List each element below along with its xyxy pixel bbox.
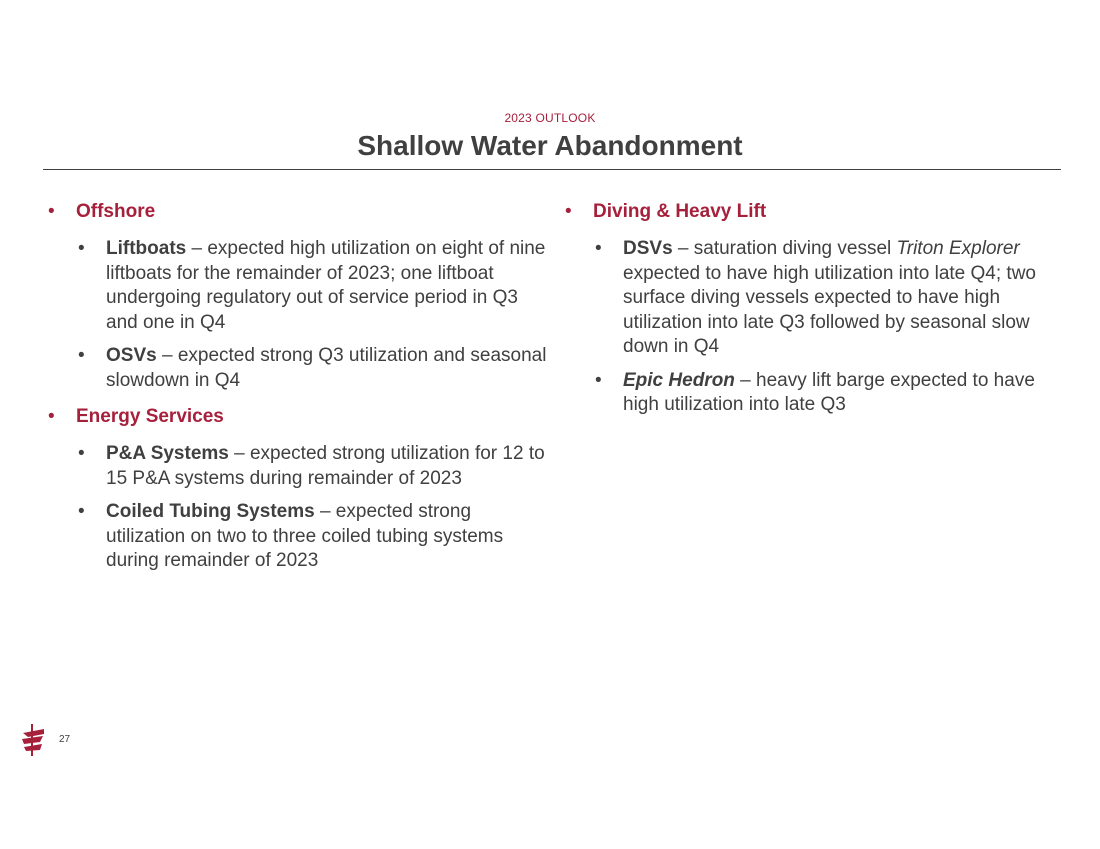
item-text: – expected high utilization on eight of nine liftboats for the remainder of 2023; one liftboat undergoing regulatory out of service period in Q3 and one in Q4 xyxy=(106,238,546,333)
item-label: P&A Systems xyxy=(106,443,229,464)
list-item-dsvs xyxy=(595,237,1065,360)
title-divider xyxy=(43,169,1061,170)
item-label: Liftboats xyxy=(106,238,187,259)
item-text: – saturation diving vessel xyxy=(672,238,897,259)
item-label: Epic Hedron xyxy=(623,369,735,391)
list-item-liftboats xyxy=(78,237,548,335)
section-diving-heavy-lift xyxy=(565,200,1065,224)
item-text: – expected strong Q3 utilization and seasonal slowdown in Q4 xyxy=(106,345,547,391)
item-label: OSVs xyxy=(106,345,157,366)
item-label: Coiled Tubing Systems xyxy=(106,501,315,522)
list-item-pa-systems xyxy=(78,442,548,491)
bullet-icon: • xyxy=(78,443,85,464)
list-item-osvs xyxy=(78,344,548,393)
bullet-icon: • xyxy=(565,201,572,222)
bullet-icon: • xyxy=(78,345,85,366)
item-text: – expected strong utilization for 12 to 15 P&A systems during remainder of 2023 xyxy=(106,443,545,489)
section-energy-services xyxy=(48,405,548,429)
page-title: Shallow Water Abandonment xyxy=(357,130,743,161)
item-text: – expected strong utilization on two to three coiled tubing systems during remainder of 2023 xyxy=(106,501,504,571)
company-logo-icon xyxy=(20,724,46,756)
list-item-epic-hedron xyxy=(595,369,1065,418)
section-heading: Diving & Heavy Lift xyxy=(593,201,767,222)
bullet-icon: • xyxy=(78,501,85,522)
vessel-name: Triton Explorer xyxy=(896,238,1020,259)
section-heading: Energy Services xyxy=(76,406,224,427)
section-heading: Offshore xyxy=(76,201,156,222)
list-item-coiled-tubing xyxy=(78,500,548,574)
item-label: DSVs xyxy=(623,238,673,259)
bullet-icon: • xyxy=(48,406,55,427)
bullet-icon: • xyxy=(48,201,55,222)
bullet-icon: • xyxy=(595,369,602,391)
bullet-icon: • xyxy=(595,238,602,259)
item-text: – heavy lift barge expected to have high utilization into late Q3 xyxy=(623,369,1035,415)
item-text: expected to have high utilization into late Q4; two surface diving vessels expected to have high utilization into late Q3 followed by seasonal slow down in Q4 xyxy=(623,262,1036,357)
section-kicker: 2023 OUTLOOK xyxy=(504,111,596,125)
bullet-icon: • xyxy=(78,238,85,259)
section-offshore xyxy=(48,200,548,224)
left-column xyxy=(48,200,548,583)
page-number: 27 xyxy=(59,734,71,745)
right-column xyxy=(565,200,1065,427)
